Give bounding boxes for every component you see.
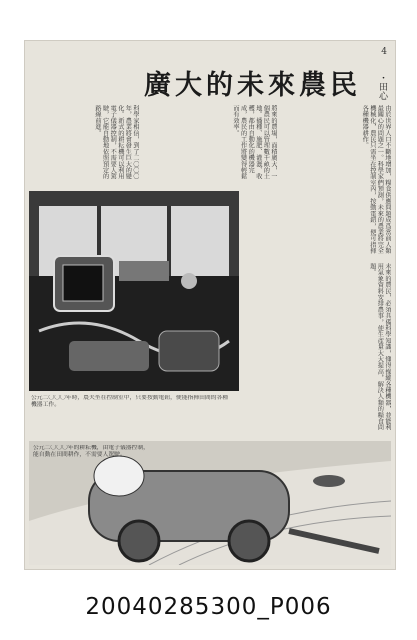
control-room-illustration [29, 191, 239, 391]
figure1-caption: 公元二〇〇〇年時，農夫坐在控制室中，只要按動電鈕，便能指揮田間的各種機器工作。 [31, 395, 229, 408]
archive-id: 20040285300_P006 [85, 594, 332, 620]
article-text-lower-right: 未來的農民，必須具備科學知識，懂得操縱各種機器，並能利用氣象資料安排農事，使生產量大大提高，解決人類的糧食問題。 [368, 263, 391, 431]
article-text-middle: 將來的農場，面積廣大，一個農民可以管理數千畝的土地。播種、施肥、灌漑、收穫，都由自動化的機器完成，農民的工作將變得輕鬆而有效率。 [232, 105, 277, 180]
figure2-caption: 公元二〇〇〇年的耕耘機，由電子儀器控制，能自動在田間耕作，不需要人駕駛。 [33, 445, 149, 458]
control-room-drawing [29, 191, 239, 391]
article-title: 廣大的未來農民 [144, 70, 361, 101]
article-text-left: 科學家相信，到了二〇〇〇年，農業將會發生巨大的變化。新式的耕耘機可以利用電子儀器控制，不需要人駕駛，它能自動地依照預定的路線前進。 [94, 105, 139, 180]
page-number: 4 [381, 47, 387, 57]
magazine-page [24, 40, 396, 570]
article-author: ・田心 [377, 73, 387, 100]
article-text-right: 由於世界人口不斷地增加，糧食供應問題成爲當前人類最關心的問題之一。科學家們預測，未來的農業將完全機械化，農民只需坐在控制室內，按動電鈕，便可指揮各種機器耕作。 [361, 105, 391, 254]
